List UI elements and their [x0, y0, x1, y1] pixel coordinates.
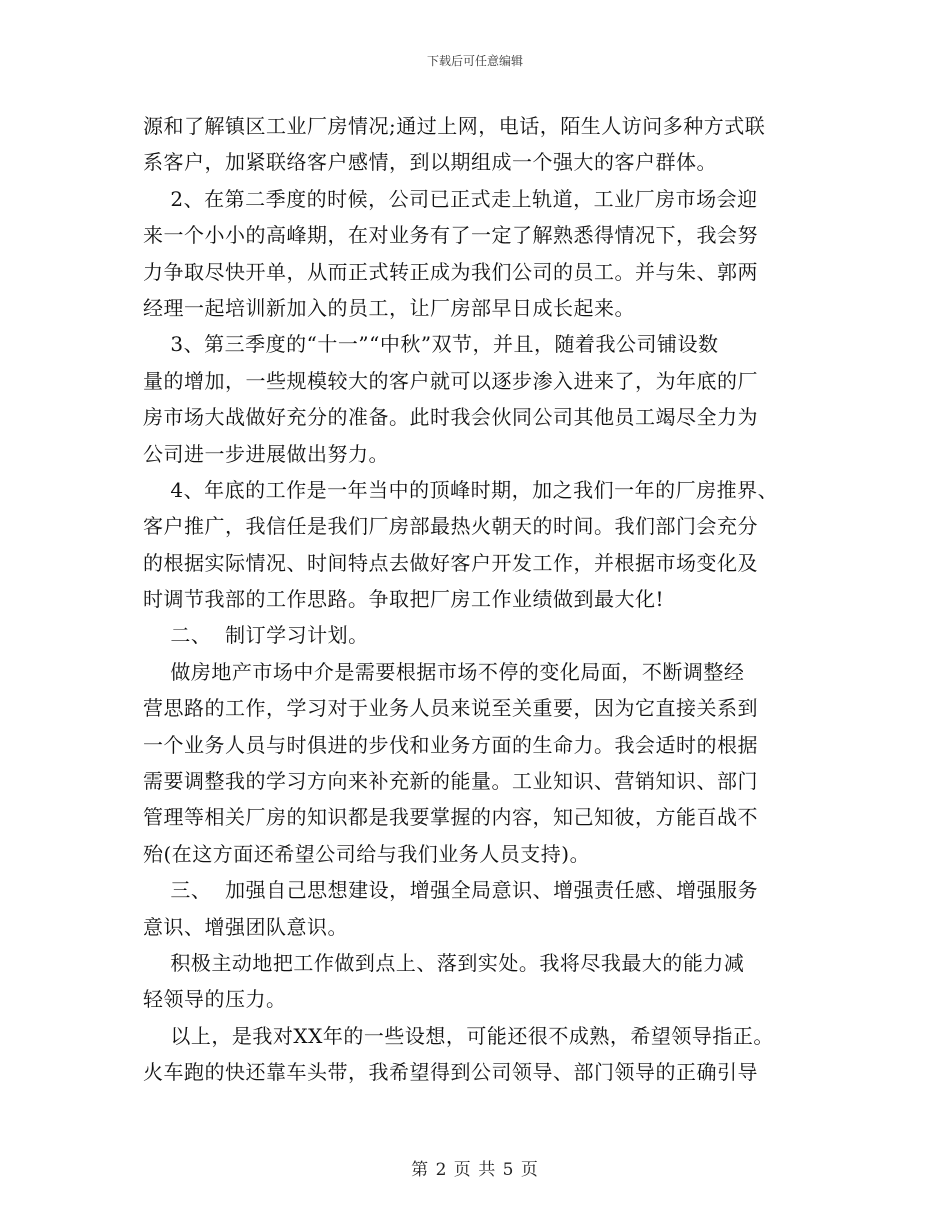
- body-line: 经理一起培训新加入的员工，让厂房部早日成长起来。: [143, 295, 635, 320]
- body-line: 3、第三季度的“十一”“中秋”双节，并且，随着我公司铺设数: [143, 332, 719, 357]
- body-line: 需要调整我的学习方向来补充新的能量。工业知识、营销知识、部门: [143, 769, 758, 794]
- body-line: 房市场大战做好充分的准备。此时我会伙同公司其他员工竭尽全力为: [143, 405, 758, 430]
- body-line: 力争取尽快开单，从而正式转正成为我们公司的员工。并与朱、郭两: [143, 259, 758, 284]
- body-line: 系客户，加紧联络客户感情，到以期组成一个强大的客户群体。: [143, 150, 717, 175]
- body-line: 殆(在这方面还希望公司给与我们业务人员支持)。: [143, 841, 591, 866]
- body-line: 4、年底的工作是一年当中的顶峰时期，加之我们一年的厂房推界、: [143, 477, 779, 502]
- section-heading: 三、 加强自己思想建设，增强全局意识、增强责任感、增强服务: [143, 878, 759, 903]
- body-line: 源和了解镇区工业厂房情况;通过上网，电话，陌生人访问多种方式联: [143, 114, 766, 138]
- body-line: 量的增加，一些规模较大的客户就可以逐步渗入进来了，为年底的厂: [143, 368, 758, 393]
- body-line: 火车跑的快还靠车头带，我希望得到公司领导、部门领导的正确引导: [143, 1060, 758, 1085]
- body-line: 公司进一步进展做出努力。: [143, 441, 389, 466]
- body-line: 客户推广，我信任是我们厂房部最热火朝天的时间。我们部门会充分: [143, 514, 758, 539]
- section-heading: 二、 制订学习计划。: [143, 623, 369, 648]
- body-line: 营思路的工作，学习对于业务人员来说至关重要，因为它直接关系到: [143, 696, 758, 721]
- document-body: [143, 108, 823, 1091]
- body-line: 来一个小小的高峰期，在对业务有了一定了解熟悉得情况下，我会努: [143, 223, 758, 248]
- body-line: 时调节我部的工作思路。争取把厂房工作业绩做到最大化!: [143, 587, 665, 612]
- body-line: 做房地产市场中介是需要根据市场不停的变化局面，不断调整经: [143, 659, 745, 684]
- body-line: 以上，是我对XX年的一些设想，可能还很不成熟，希望领导指正。: [143, 1023, 774, 1048]
- body-line: 一个业务人员与时俱进的步伐和业务方面的生命力。我会适时的根据: [143, 732, 758, 757]
- body-line: 积极主动地把工作做到点上、落到实处。我将尽我最大的能力减: [143, 950, 745, 975]
- page-header: 下载后可任意编辑: [426, 54, 523, 68]
- body-line: 的根据实际情况、时间特点去做好客户开发工作，并根据市场变化及: [143, 550, 758, 575]
- body-line: 管理等相关厂房的知识都是我要掌握的内容，知己知彼，方能百战不: [143, 805, 758, 830]
- body-line: 轻领导的压力。: [143, 987, 287, 1012]
- page-number-footer: 第 2 页 共 5 页: [411, 1160, 539, 1180]
- body-line: 意识、增强团队意识。: [143, 914, 348, 939]
- body-line: 2、在第二季度的时候，公司已正式走上轨道，工业厂房市场会迎: [143, 186, 758, 211]
